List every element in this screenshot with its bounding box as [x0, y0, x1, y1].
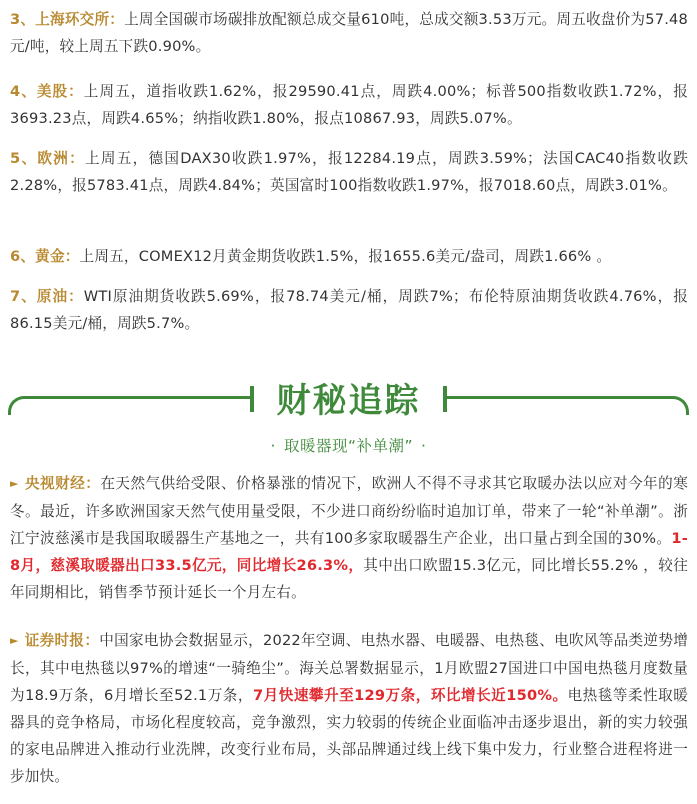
securities-times-paragraph — [10, 627, 688, 790]
triangle-bullet-icon: ► — [10, 634, 19, 647]
item-text: 上周五，德国DAX30收跌1.97%，报12284.19点，周跌3.59%；法国CAC40指数收跌2.28%，报5783.41点，周跌4.84%；英国富时100指数收跌1.97%，报7018.60点，周跌3.01%。 — [10, 150, 688, 194]
news-item-gold — [10, 243, 688, 270]
item-text: WTI原油期货收跌5.69%，报78.74美元/桶，周跌7%；布伦特原油期货收跌4.76%，报86.15美元/桶，周跌5.7%。 — [10, 288, 688, 332]
header-ornament-right — [446, 396, 689, 415]
item-label: 4、美股： — [10, 83, 84, 100]
item-text: 上周五，道指收跌1.62%，报29590.41点，周跌4.00%；标普500指数收跌1.72%，报3693.23点，周跌4.65%；纳指收跌1.80%，报点10867.93，周跌5.07%。 — [10, 83, 688, 127]
news-item-europe — [10, 145, 688, 199]
section-title: 财秘追踪 — [276, 381, 421, 421]
item-label: 5、欧洲： — [10, 150, 85, 167]
news-item-us-stocks — [10, 78, 688, 132]
item-text: 上周全国碳市场碳排放配额总成交量610吨，总成交额3.53万元。周五收盘价为57.48元/吨，较上周五下跌0.90%。 — [10, 11, 689, 55]
item-text: 上周五，COMEX12月黄金期货收跌1.5%，报1655.6美元/盎司，周跌1.66% 。 — [79, 248, 612, 265]
cctv-paragraph — [10, 470, 688, 606]
source-label: 证券时报： — [24, 632, 100, 649]
item-label: 7、原油： — [10, 288, 84, 305]
dot-left: · — [270, 437, 276, 455]
title-bar-left — [250, 386, 254, 412]
news-item-oil — [10, 283, 688, 337]
header-ornament-left — [8, 396, 251, 415]
highlight-text: 1-8月，慈溪取暖器出口33.5亿元，同比增长26.3%， — [10, 530, 688, 574]
triangle-bullet-icon: ► — [10, 477, 19, 490]
title-bar-right — [443, 386, 447, 412]
paragraph-text-2: 其中出口欧盟15.3亿元，同比增长55.2% ，较往年同期相比，销售季节预计延长一个月左右。 — [10, 557, 688, 601]
paragraph-text-2: 电热毯等柔性取暖器具的竞争格局，市场化程度较高，竞争激烈，实力较弱的传统企业面临冲击逐步退出，新的实力较强的家电品牌进入推动行业洗牌，改变行业布局，头部品牌通过线上线下集中发力，行业整合进程将进一步加快。 — [10, 687, 688, 785]
highlight-text: 7月快速攀升至129万条，环比增长近150%。 — [252, 687, 568, 704]
subtitle-text: 取暖器现“补单潮” — [283, 437, 414, 455]
item-label: 6、黄金： — [10, 248, 80, 265]
dot-right: · — [421, 437, 427, 455]
paragraph-text: 在天然气供给受限、价格暴涨的情况下，欧洲人不得不寻求其它取暖办法以应对今年的寒冬。最近，许多欧洲国家天然气使用量受限，不少进口商纷纷临时追加订单，带来了一轮“补单潮”。浙江宁波慈溪市是我国取暖器生产基地之一，共有100多家取暖器生产企业，出口量占到全国的30%。 — [10, 475, 688, 547]
source-label: 央视财经： — [24, 475, 101, 492]
item-label: 3、上海环交所： — [10, 11, 125, 28]
section-header — [0, 378, 697, 458]
paragraph-text: 中国家电协会数据显示，2022年空调、电热水器、电暖器、电热毯、电吹风等品类逆势增长，其中电热毯以97%的增速“一骑绝尘”。海关总署数据显示，1月欧盟27国进口中国电热毯月度数量为18.9万条，6月增长至52.1万条， — [10, 632, 688, 704]
news-item-shanghai — [10, 6, 688, 60]
section-subtitle — [0, 434, 697, 456]
